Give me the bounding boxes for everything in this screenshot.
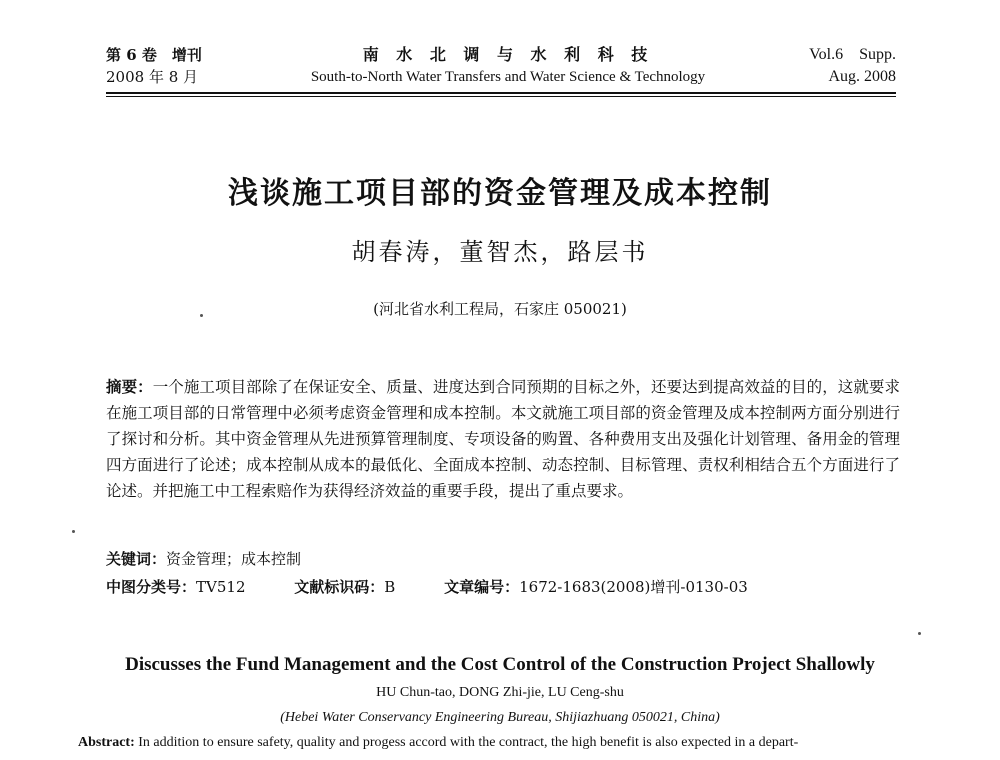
header-volume-en-block — [809, 44, 896, 88]
abstract-paragraph — [106, 374, 900, 504]
clc-value: TV512 — [196, 578, 246, 596]
article-no-item — [444, 578, 748, 596]
header-volume-block — [106, 44, 202, 88]
english-title: Discusses the Fund Management and the Cost Control of the Construction Project Shallowly — [125, 654, 875, 675]
scan-speck — [72, 530, 75, 533]
english-abstract-label: Abstract: — [78, 735, 135, 750]
header-volume-cn: 第 6 卷 增刊 — [106, 46, 202, 64]
english-authors: HU Chun-tao, DONG Zhi-jie, LU Ceng-shu — [376, 685, 624, 700]
doc-code-value: B — [384, 578, 396, 596]
header-rule-thick — [106, 92, 896, 94]
paper-affiliation: (河北省水利工程局，石家庄 050021) — [373, 300, 627, 318]
english-abstract — [78, 735, 938, 751]
article-no-label: 文章编号： — [444, 578, 520, 596]
english-affiliation: (Hebei Water Conservancy Engineering Bureau, Shijiazhuang 050021, China) — [280, 710, 720, 725]
english-abstract-text: In addition to ensure safety, quality and progess accord with the contract, the high benefit is also expected in a depart- — [138, 735, 799, 750]
header-date-en: Aug. 2008 — [828, 68, 896, 85]
header-journal-block — [258, 44, 758, 88]
paper-authors: 胡春涛，董智杰，路层书 — [351, 238, 649, 266]
clc-label: 中图分类号： — [106, 578, 197, 596]
journal-title-en: South-to-North Water Transfers and Water Science & Technology — [310, 69, 706, 85]
keywords-text: 资金管理；成本控制 — [166, 550, 302, 568]
scan-speck — [918, 632, 921, 635]
clc-item — [106, 578, 245, 596]
classification-line — [106, 576, 900, 597]
header-date-cn: 2008 年 8 月 — [106, 68, 199, 86]
scan-speck — [200, 314, 203, 317]
article-no-value: 1672-1683(2008)增刊-0130-03 — [519, 578, 748, 596]
keywords-label: 关键词： — [106, 550, 167, 568]
doc-code-item — [294, 578, 395, 596]
abstract-label: 摘要： — [106, 377, 153, 396]
doc-code-label: 文献标识码： — [294, 578, 385, 596]
paper-title: 浅谈施工项目部的资金管理及成本控制 — [228, 176, 772, 211]
journal-title-cn: 南 水 北 调 与 水 利 科 技 — [362, 45, 654, 64]
header-volume-en: Vol.6 Supp. — [809, 46, 896, 63]
abstract-text: 一个施工项目部除了在保证安全、质量、进度达到合同预期的目标之外，还要达到提高效益的目的，这就要求在施工项目部的日常管理中必须考虑资金管理和成本控制。本文就施工项目部的资金管理及成本控制两方面分别进行了探讨和分析。其中资金管理从先进预算管理制度、专项设备的购置、各种费用支出及强化计划管理、备用金的管理四方面进行了论述；成本控制从成本的最低化、全面成本控制、动态控制、目标管理、责权利相结合五个方面进行了论述。并把施工中工程索赔作为获得经济效益的重要手段，提出了重点要求。 — [106, 378, 900, 500]
keywords-line — [106, 548, 301, 569]
header-rule-thin — [106, 96, 896, 97]
